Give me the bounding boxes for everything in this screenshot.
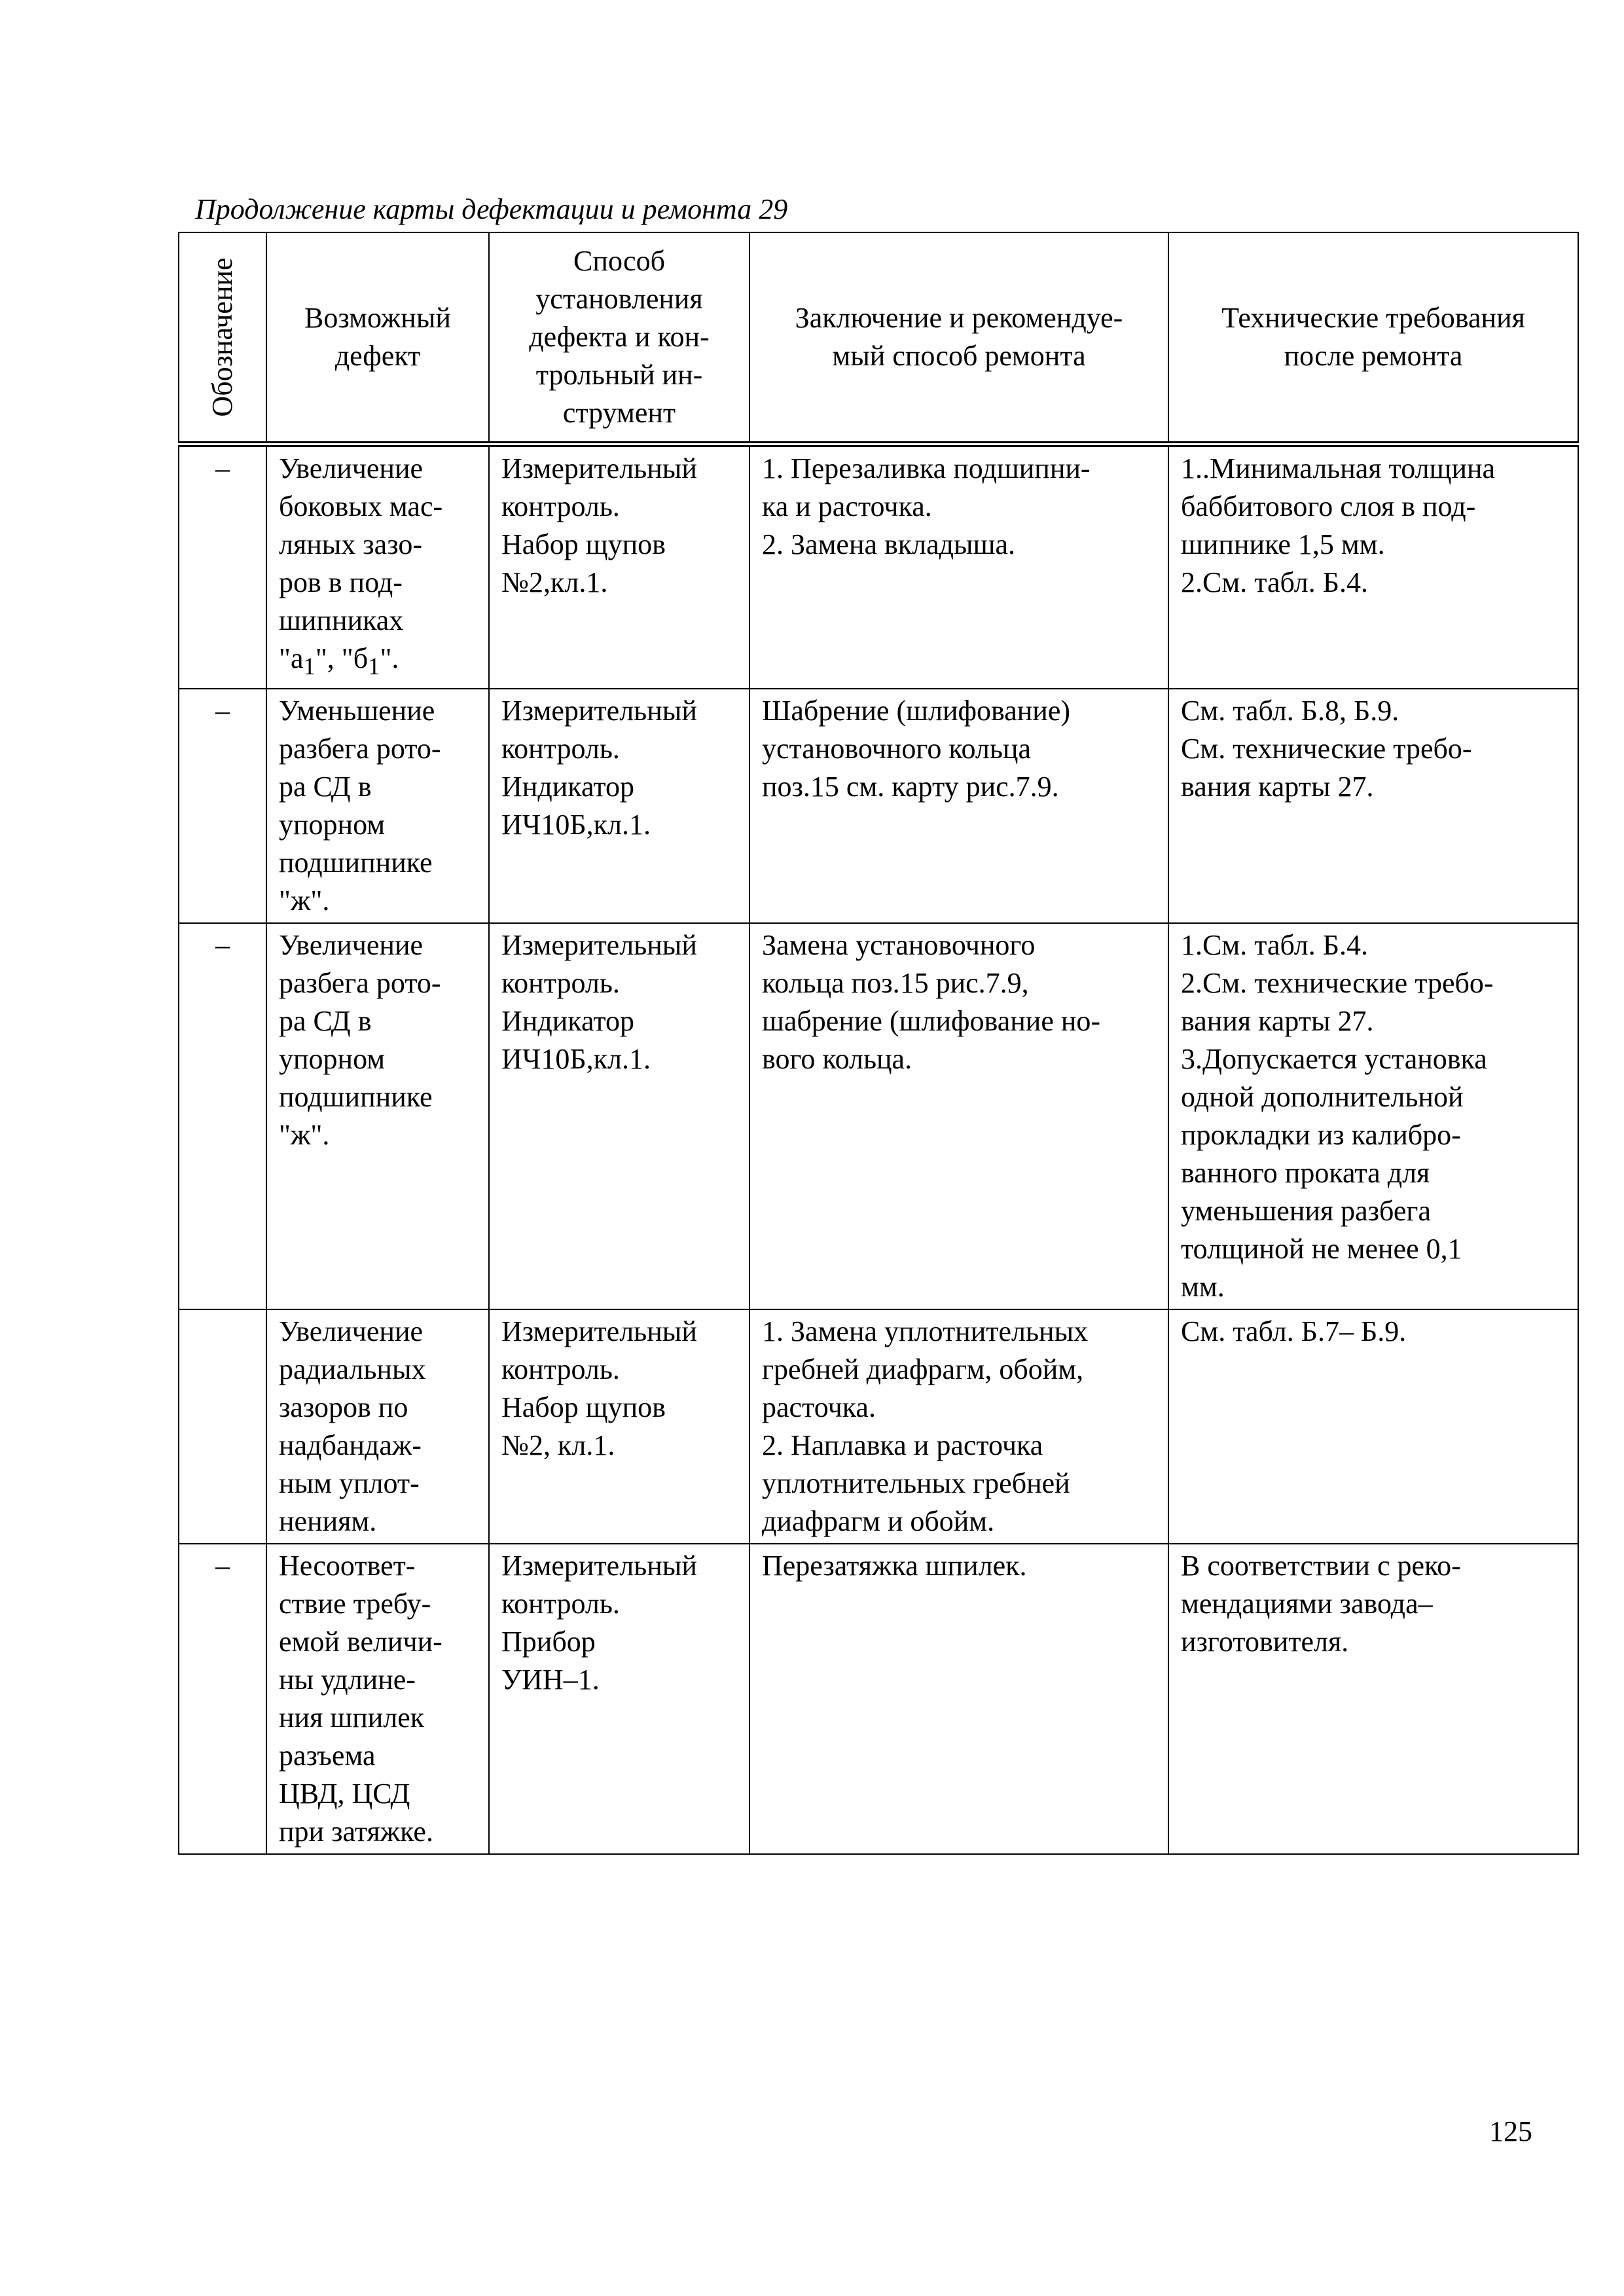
row-method: Измерительный контроль. Набор щупов №2, кл.1. (489, 1309, 749, 1544)
row-method: Измерительный контроль. Набор щупов №2,кл.1. (489, 445, 749, 689)
row-conclusion: 1. Перезаливка подшипни- ка и расточка. 2. Замена вкладыша. (749, 445, 1168, 689)
row-requirements: 1..Минимальная толщина баббитового слоя в под- шипнике 1,5 мм. 2.См. табл. Б.4. (1168, 445, 1578, 689)
row-defect-quote-2: ", "б (315, 642, 369, 674)
row-conclusion: Шабрение (шлифование) установочного кольца поз.15 см. карту рис.7.9. (749, 689, 1168, 923)
table-header-row (179, 232, 1578, 445)
table-row (179, 689, 1578, 923)
row-conclusion: Замена установочного кольца поз.15 рис.7.9, шабрение (шлифование но- вого кольца. (749, 923, 1168, 1309)
header-designation-label: Обозначение (206, 257, 238, 417)
table-caption: Продолжение карты дефектации и ремонта 29 (195, 193, 788, 225)
row-designation: – (179, 445, 266, 689)
row-defect-quote-end: ". (380, 642, 399, 674)
header-conclusion: Заключение и рекомендуе- мый способ ремонта (749, 232, 1168, 445)
row-defect: Несоответ- ствие требу- емой величи- ны удлине- ния шпилек разъема ЦВД, ЦСД при затяжке. (266, 1544, 489, 1854)
row-designation: – (179, 1544, 266, 1854)
row-requirements: См. табл. Б.7– Б.9. (1168, 1309, 1578, 1544)
row-method: Измерительный контроль. Индикатор ИЧ10Б,кл.1. (489, 923, 749, 1309)
row-requirements: 1.См. табл. Б.4. 2.См. технические требо- вания карты 27. 3.Допускается установка одной дополнительной прокладки из калибро- ванного проката для уменьшения разбега толщиной не менее 0,1 мм. (1168, 923, 1578, 1309)
row-method: Измерительный контроль. Индикатор ИЧ10Б,кл.1. (489, 689, 749, 923)
row-defect-subscript-1: 1 (303, 652, 316, 680)
page-number: 125 (1489, 2115, 1532, 2147)
row-defect-subscript-2: 1 (368, 652, 380, 680)
row-designation: – (179, 689, 266, 923)
row-defect: Уменьшение разбега рото- ра СД в упорном подшипнике "ж". (266, 689, 489, 923)
defect-repair-table (178, 232, 1579, 1855)
row-designation: – (179, 923, 266, 1309)
row-conclusion: 1. Замена уплотнительных гребней диафрагм, обойм, расточка. 2. Наплавка и расточка уплотнительных гребней диафрагм и обойм. (749, 1309, 1168, 1544)
row-defect: Увеличение разбега рото- ра СД в упорном подшипнике "ж". (266, 923, 489, 1309)
row-defect: Увеличение радиальных зазоров по надбандаж- ным уплот- нениям. (266, 1309, 489, 1544)
row-defect (266, 445, 489, 689)
row-designation (179, 1309, 266, 1544)
row-defect-text: Увеличение боковых мас- ляных зазо- ров в под- шипниках (279, 452, 443, 636)
table-row (179, 1309, 1578, 1544)
header-requirements: Технические требования после ремонта (1168, 232, 1578, 445)
row-conclusion: Перезатяжка шпилек. (749, 1544, 1168, 1854)
row-method: Измерительный контроль. Прибор УИН–1. (489, 1544, 749, 1854)
row-defect-quote-1: "а (279, 642, 304, 674)
table-row (179, 1544, 1578, 1854)
header-designation (179, 232, 266, 445)
row-requirements: В соответствии с реко- мендациями завода– изготовителя. (1168, 1544, 1578, 1854)
row-requirements: См. табл. Б.8, Б.9. См. технические требо- вания карты 27. (1168, 689, 1578, 923)
table-row (179, 445, 1578, 689)
header-method: Способ установления дефекта и кон- трольный ин- струмент (489, 232, 749, 445)
table-row (179, 923, 1578, 1309)
header-defect: Возможный дефект (266, 232, 489, 445)
